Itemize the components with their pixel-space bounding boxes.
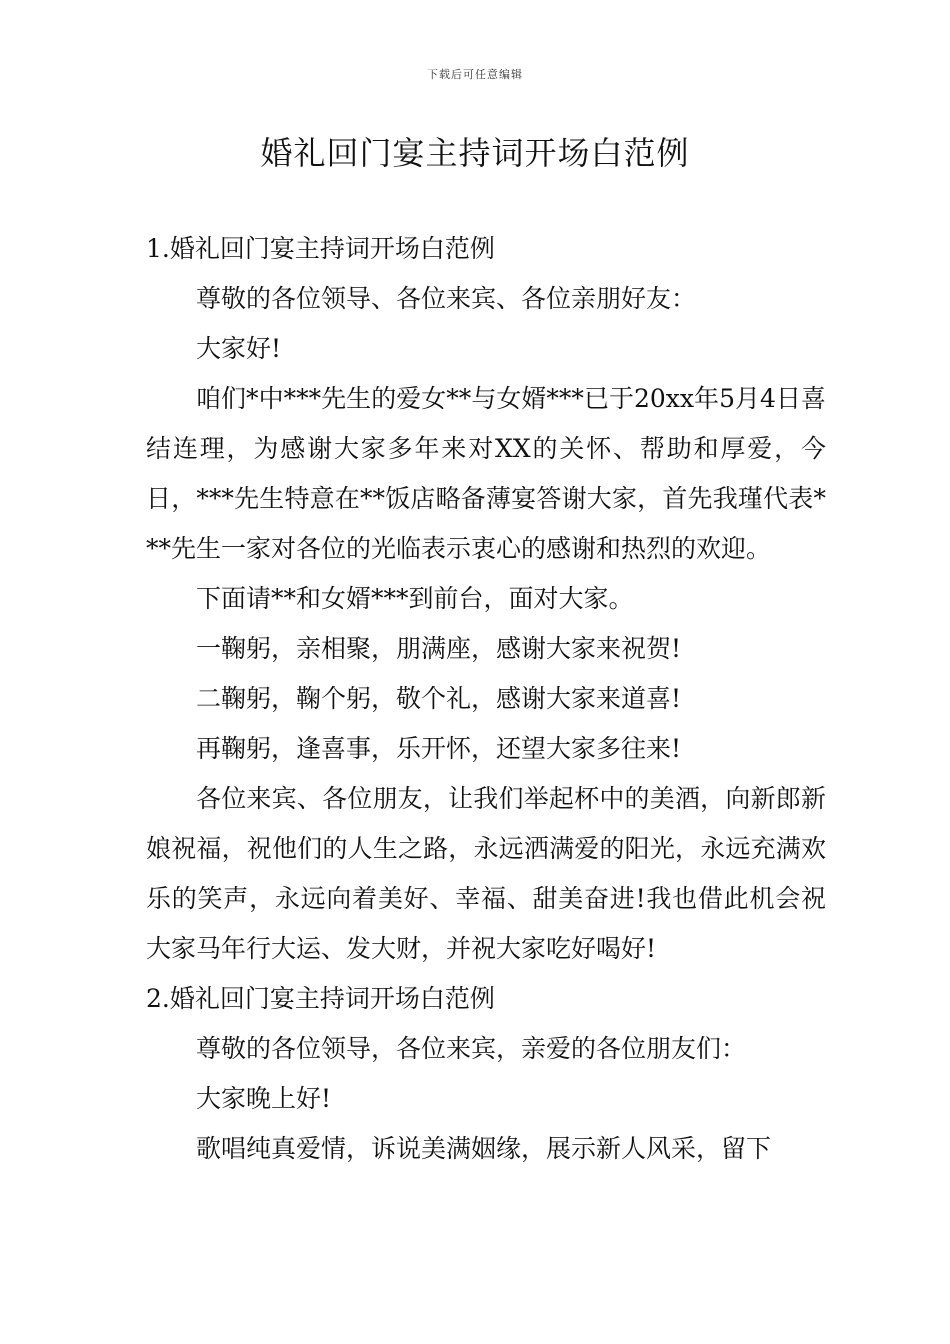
paragraph-bow-3: 再鞠躬，逢喜事，乐开怀，还望大家多往来! — [196, 734, 682, 763]
section-heading-2: 2.婚礼回门宴主持词开场白范例 — [146, 984, 495, 1013]
document-title: 婚礼回门宴主持词开场白范例 — [260, 134, 690, 172]
paragraph-hello-1: 大家好! — [196, 334, 282, 363]
paragraph-bow-1: 一鞠躬，亲相聚，朋满座，感谢大家来祝贺! — [196, 634, 682, 663]
paragraph-hello-2: 大家晚上好! — [196, 1084, 332, 1113]
paragraph-greeting-2: 尊敬的各位领导，各位来宾，亲爱的各位朋友们： — [196, 1034, 747, 1063]
paragraph-body-1: 咱们*中***先生的爱女**与女婿***已于20xx年5月4日喜结连理，为感谢大家多年来对XX的关怀、帮助和厚爱，今日，***先生特意在**饭店略备薄宴答谢大家，首先我瑾代表***先生一家对各位的光临表示衷心的感谢和热烈的欢迎。 — [146, 384, 826, 563]
paragraph-toast: 各位来宾、各位朋友，让我们举起杯中的美酒，向新郎新娘祝福，祝他们的人生之路，永远洒满爱的阳光，永远充满欢乐的笑声，永远向着美好、幸福、甜美奋进!我也借此机会祝大家马年行大运、发大财，并祝大家吃好喝好! — [146, 784, 826, 963]
header-note: 下载后可任意编辑 — [427, 68, 523, 81]
section-heading-1: 1.婚礼回门宴主持词开场白范例 — [146, 234, 495, 263]
paragraph-greeting-1: 尊敬的各位领导、各位来宾、各位亲朋好友： — [196, 284, 697, 313]
paragraph-bow-2: 二鞠躬，鞠个躬，敬个礼，感谢大家来道喜! — [196, 684, 682, 713]
document-body — [146, 224, 826, 1174]
paragraph-body-2: 下面请**和女婿***到前台，面对大家。 — [196, 584, 634, 613]
paragraph-body-3: 歌唱纯真爱情，诉说美满姻缘，展示新人风采，留下 — [196, 1134, 772, 1163]
